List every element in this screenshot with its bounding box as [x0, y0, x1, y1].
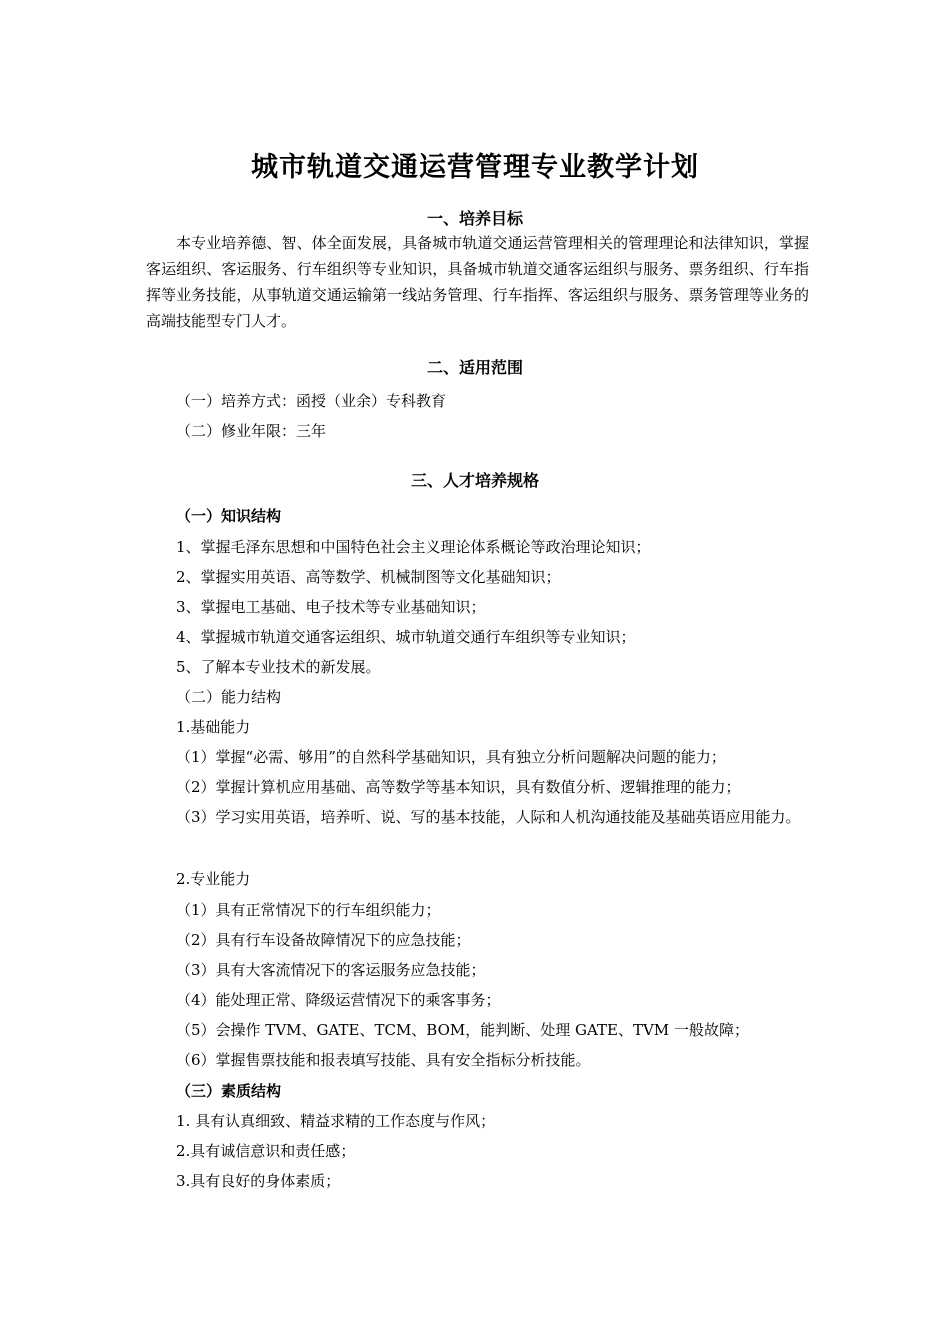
section-heading-training-goal: 一、培养目标 [426, 209, 523, 228]
page-title: 城市轨道交通运营管理专业教学计划 [251, 152, 699, 183]
section-heading-scope: 二、适用范围 [426, 358, 523, 377]
training-goal-paragraph: 本专业培养德、智、体全面发展，具备城市轨道交通运营管理相关的管理理论和法律知识，掌握客运组织、客运服务、行车组织等专业知识，具备城市轨道交通客运组织与服务、票务组织、行车指挥等业务技能，从事轨道交通运输第一线站务管理、行车指挥、客运组织与服务、票务管理等业务的高端技能型专门人才。 [146, 234, 809, 330]
knowledge-item: 1、掌握毛泽东思想和中国特色社会主义理论体系概论等政治理论知识； [176, 538, 651, 556]
basic-ability-item: （1）掌握“必需、够用”的自然科学基础知识，具有独立分析问题解决问题的能力； [176, 748, 726, 766]
knowledge-item: 5、了解本专业技术的新发展。 [176, 658, 381, 676]
quality-item: 3.具有良好的身体素质； [176, 1172, 341, 1190]
basic-ability-item: （2）掌握计算机应用基础、高等数学等基本知识，具有数值分析、逻辑推理的能力； [176, 778, 741, 796]
section-heading-specifications: 三、人才培养规格 [410, 471, 539, 490]
quality-item: 1. 具有认真细致、精益求精的工作态度与作风； [176, 1112, 496, 1130]
subheading-professional-ability: 2.专业能力 [176, 870, 251, 888]
professional-ability-item: （4）能处理正常、降级运营情况下的乘客事务； [176, 991, 501, 1009]
professional-ability-item: （2）具有行车设备故障情况下的应急技能； [176, 931, 471, 949]
scope-item: （一）培养方式：函授（业余）专科教育 [176, 392, 447, 410]
knowledge-item: 2、掌握实用英语、高等数学、机械制图等文化基础知识； [176, 568, 561, 586]
knowledge-item: 3、掌握电工基础、电子技术等专业基础知识； [176, 598, 486, 616]
subheading-ability: （二）能力结构 [176, 688, 282, 706]
basic-ability-item: （3）学习实用英语，培养听、说、写的基本技能，人际和人机沟通技能及基础英语应用能力。 [176, 808, 801, 826]
scope-item: （二）修业年限：三年 [176, 422, 327, 440]
professional-ability-item: （1）具有正常情况下的行车组织能力； [176, 901, 441, 919]
professional-ability-item: （5）会操作 TVM、GATE、TCM、BOM，能判断、处理 GATE、TVM 一般故障； [176, 1021, 749, 1039]
professional-ability-item: （3）具有大客流情况下的客运服务应急技能； [176, 961, 486, 979]
professional-ability-item: （6）掌握售票技能和报表填写技能、具有安全指标分析技能。 [176, 1051, 591, 1069]
knowledge-item: 4、掌握城市轨道交通客运组织、城市轨道交通行车组织等专业知识； [176, 628, 636, 646]
quality-item: 2.具有诚信意识和责任感； [176, 1142, 356, 1160]
subheading-quality: （三）素质结构 [176, 1082, 282, 1100]
subheading-knowledge: （一）知识结构 [176, 507, 282, 525]
subheading-basic-ability: 1.基础能力 [176, 718, 251, 736]
